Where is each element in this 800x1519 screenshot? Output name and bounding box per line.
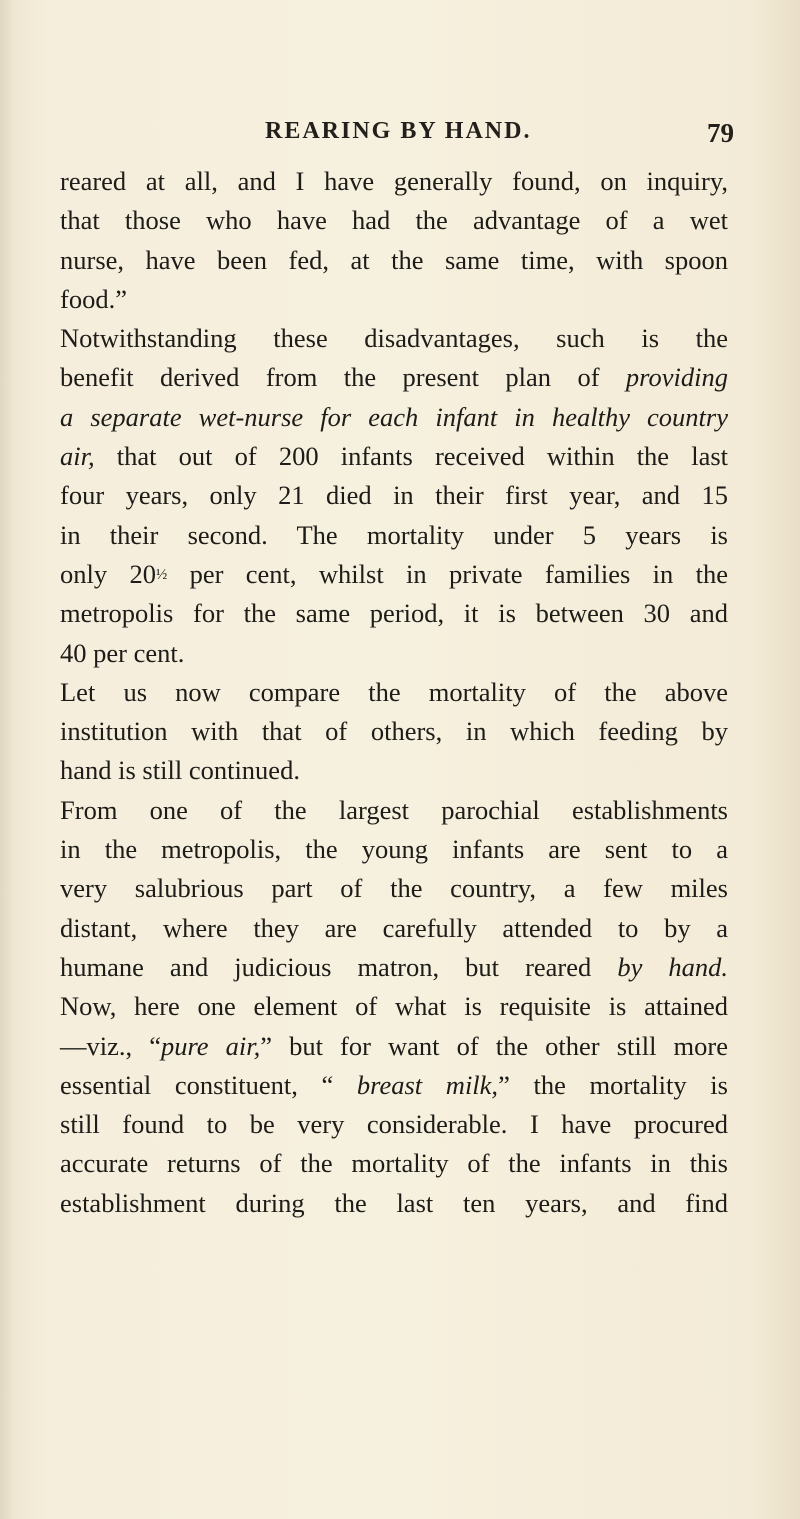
text-line: air, that out of 200 infants received within the last: [60, 441, 729, 472]
text-line: in the metropolis, the young infants are sent to a: [60, 834, 728, 865]
page-number: 79: [707, 118, 734, 148]
fraction-half: ½: [155, 566, 168, 583]
text-line: essential constituent, “ breast milk,” the mortality is: [60, 1069, 728, 1100]
text-line: institution with that of others, in which feeding by: [60, 716, 728, 747]
text-line: four years, only 21 died in their first year, and 15: [60, 480, 728, 511]
italic-text: air,: [60, 441, 95, 472]
italic-text: pure air,: [160, 1030, 261, 1061]
gutter-shadow: [0, 0, 14, 1519]
text-line: still found to be very considerable. I have procured: [60, 1109, 728, 1140]
running-head: REARING BY HAND.: [265, 118, 532, 144]
text-line: —viz., “pure air,” but for want of the other still more: [60, 1030, 728, 1061]
text-line: establishment during the last ten years, and find: [60, 1187, 728, 1218]
paragraph-start-line: Notwithstanding these disadvantages, such is the: [60, 323, 728, 354]
text-line: [60, 398, 728, 437]
italic-text: providing: [625, 362, 728, 393]
text-line: 40 per cent.: [60, 637, 185, 668]
text-line: that those who have had the advantage of a wet: [60, 205, 728, 236]
paragraph-start-line: Let us now compare the mortality of the above: [60, 676, 728, 707]
text-line: accurate returns of the mortality of the infants in this: [60, 1148, 728, 1179]
text-line: benefit derived from the present plan of providing: [60, 362, 728, 393]
text-line: reared at all, and I have generally found, on inquiry,: [60, 166, 728, 196]
text-line: very salubrious part of the country, a few miles: [60, 873, 728, 904]
paragraph-start-line: From one of the largest parochial establishments: [60, 794, 728, 825]
text-line: humane and judicious matron, but reared by hand.: [60, 951, 729, 982]
italic-text: breast milk,: [356, 1069, 499, 1100]
italic-text: by hand.: [617, 951, 729, 982]
text-line: food.”: [60, 283, 127, 314]
text-line: distant, where they are carefully attended to by a: [60, 912, 728, 943]
text-line: only 20½ per cent, whilst in private families in the: [60, 558, 728, 589]
text-line: Now, here one element of what is requisite is attained: [60, 991, 728, 1022]
text-line: metropolis for the same period, it is between 30 and: [60, 598, 728, 629]
body-text: [60, 162, 728, 1223]
text-line: nurse, have been fed, at the same time, with spoon: [60, 244, 728, 275]
italic-text: a separate wet-nurse for each infant in healthy country: [60, 401, 728, 432]
text-line: in their second. The mortality under 5 years is: [60, 519, 728, 550]
text-line: hand is still continued.: [60, 755, 300, 786]
page-header: [0, 118, 800, 158]
